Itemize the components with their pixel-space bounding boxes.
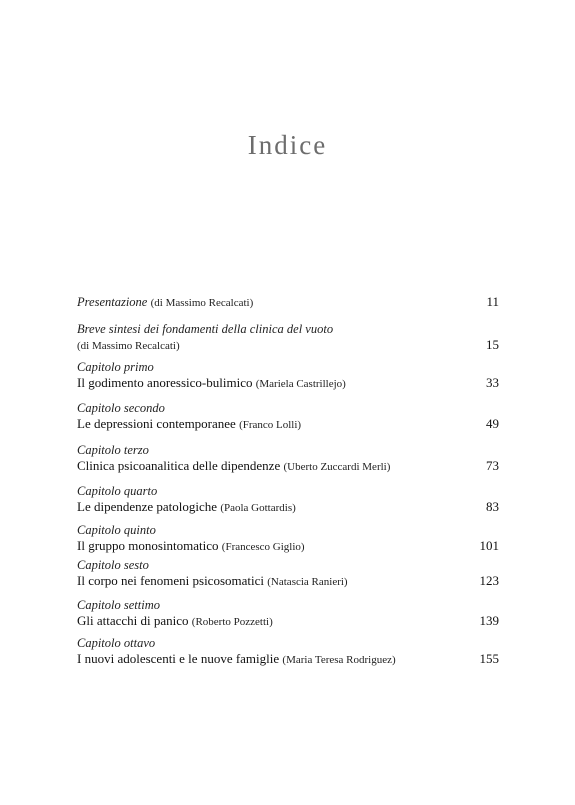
entry-page: 49 <box>486 416 499 431</box>
entry-author: (di Massimo Recalcati) <box>77 340 180 352</box>
entry-page: 33 <box>486 375 499 390</box>
entry-page: 101 <box>479 538 499 553</box>
toc-entry-chapter-8 <box>77 636 499 668</box>
entry-label: Capitolo terzo <box>77 443 149 457</box>
entry-page: 11 <box>486 294 499 309</box>
entry-title: Le dipendenze patologiche <box>77 499 218 514</box>
entry-title: Il corpo nei fenomeni psicosomatici <box>77 573 265 588</box>
entry-label: Capitolo quarto <box>77 484 158 498</box>
entry-author: (Paola Gottardis) <box>220 502 296 514</box>
entry-title: Clinica psicoanalitica delle dipendenze <box>77 458 281 473</box>
entry-label: Capitolo ottavo <box>77 636 156 650</box>
entry-label: Capitolo secondo <box>77 401 165 415</box>
page-title: Indice <box>247 130 328 160</box>
entry-author: (di Massimo Recalcati) <box>150 297 254 309</box>
toc-entry-chapter-5 <box>77 523 499 555</box>
entry-author: (Roberto Pozzetti) <box>191 616 273 628</box>
toc-entry-presentazione <box>77 294 499 311</box>
entry-title: Le depressioni contemporanee <box>77 416 236 431</box>
toc-entry-chapter-4 <box>77 484 499 516</box>
entry-page: 139 <box>479 613 499 628</box>
entry-page: 15 <box>486 337 499 352</box>
toc-entry-chapter-7 <box>77 598 499 630</box>
entry-title: Il godimento anoressico-bulimico <box>77 375 253 390</box>
entry-label: Capitolo quinto <box>77 523 156 537</box>
entry-label: Presentazione <box>77 295 148 309</box>
entry-title: I nuovi adolescenti e le nuove famiglie <box>77 651 280 666</box>
toc-entry-chapter-1 <box>77 360 499 392</box>
entry-author: (Natascia Ranieri) <box>267 576 348 588</box>
toc-entry-chapter-3 <box>77 443 499 475</box>
entry-page: 155 <box>479 651 499 666</box>
toc-entry-chapter-2 <box>77 401 499 433</box>
entry-page: 83 <box>486 499 499 514</box>
entry-title: Gli attacchi di panico <box>77 613 189 628</box>
entry-author: (Maria Teresa Rodriguez) <box>282 654 396 666</box>
entry-label: Capitolo sesto <box>77 558 149 572</box>
entry-page: 123 <box>479 573 499 588</box>
entry-title: Il gruppo monosintomatico <box>77 538 219 553</box>
entry-page: 73 <box>486 458 499 473</box>
toc-entry-chapter-6 <box>77 558 499 590</box>
entry-author: (Mariela Castrillejo) <box>255 378 346 390</box>
entry-author: (Franco Lolli) <box>239 419 302 431</box>
entry-author: (Francesco Giglio) <box>221 541 305 553</box>
entry-author: (Uberto Zuccardi Merli) <box>283 461 391 473</box>
toc-entry-breve-sintesi <box>77 322 499 353</box>
entry-label: Capitolo primo <box>77 360 154 374</box>
entry-label: Breve sintesi dei fondamenti della clinica del vuoto <box>77 322 334 336</box>
entry-label: Capitolo settimo <box>77 598 160 612</box>
